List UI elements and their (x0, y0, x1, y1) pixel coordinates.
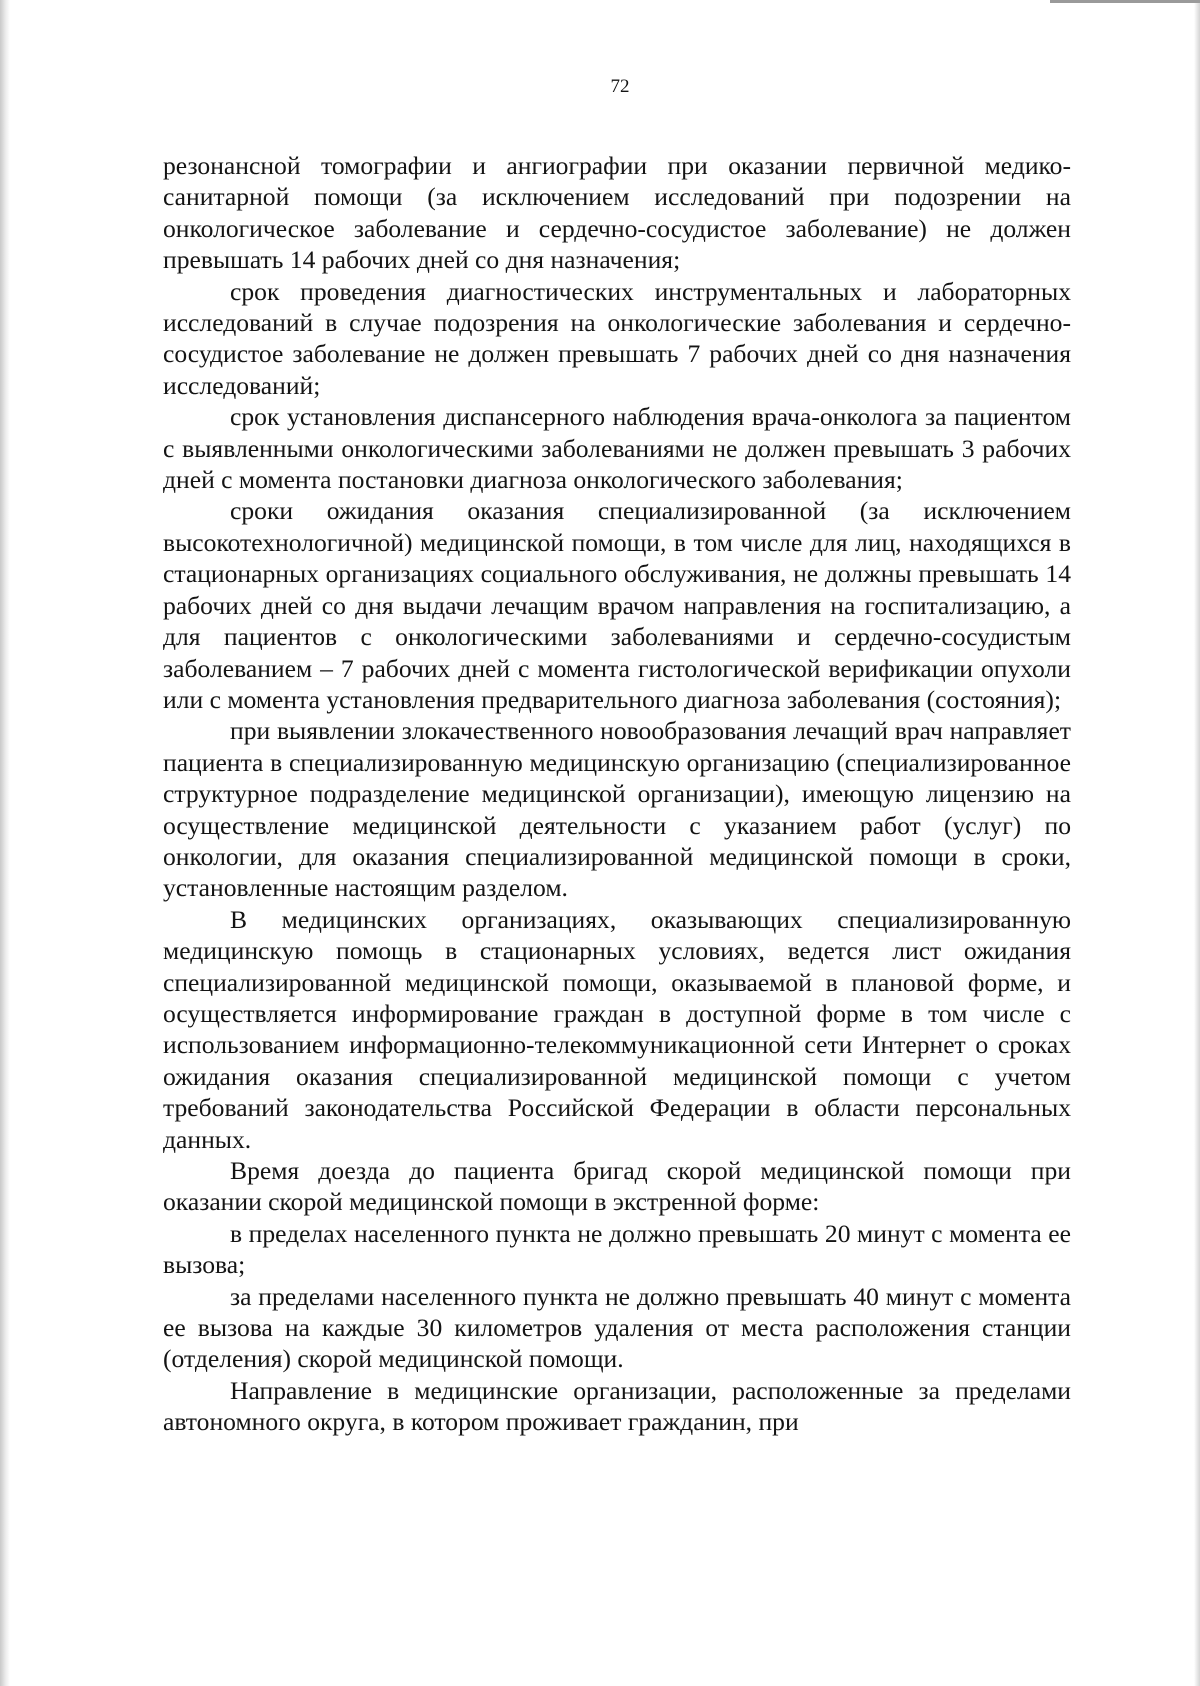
scan-left-edge (0, 0, 10, 1686)
paragraph: В медицинских организациях, оказывающих специализированную медицинскую помощь в стационарных условиях, ведется лист ожидания специализированной медицинской помощи, оказываемой в плановой форме, и осуществляется информирование граждан в доступной форме в том числе с использованием информационно-телекоммуникационной сети Интернет о сроках ожидания оказания специализированной медицинской помощи с учетом требований законодательства Российской Федерации в области персональных данных. (163, 904, 1071, 1154)
paragraph: Время доезда до пациента бригад скорой медицинской помощи при оказании скорой медицинской помощи в экстренной форме: (163, 1156, 1071, 1217)
paragraph: сроки ожидания оказания специализированной (за исключением высокотехнологичной) медицинской помощи, в том числе для лиц, находящихся в стационарных организациях социального обслуживания, не должны превышать 14 рабочих дней со дня выдачи лечащим врачом направления на госпитализацию, а для пациентов с онкологическими заболеваниями и сердечно-сосудистым заболеванием – 7 рабочих дней с момента гистологической верификации опухоли или с момента установления предварительного диагноза заболевания (состояния); (163, 496, 1071, 714)
document-body (163, 150, 1071, 1438)
paragraph: за пределами населенного пункта не должно превышать 40 минут с момента ее вызова на каждые 30 километров удаления от места расположения станции (отделения) скорой медицинской помощи. (163, 1281, 1071, 1374)
paragraph: при выявлении злокачественного новообразования лечащий врач направляет пациента в специализированную медицинскую организацию (специализированное структурное подразделение медицинской организации), имеющую лицензию на осуществление медицинской деятельности с указанием работ (услуг) по онкологии, для оказания специализированной медицинской помощи в сроки, установленные настоящим разделом. (163, 716, 1071, 903)
page-number: 72 (610, 76, 630, 97)
paragraph: срок установления диспансерного наблюдения врача-онколога за пациентом с выявленными онкологическими заболеваниями не должен превышать 3 рабочих дней с момента постановки диагноза онкологического заболевания; (163, 402, 1071, 495)
paragraph: Направление в медицинские организации, расположенные за пределами автономного округа, в котором проживает гражданин, при (163, 1375, 1071, 1437)
paragraph: в пределах населенного пункта не должно превышать 20 минут с момента ее вызова; (163, 1218, 1071, 1280)
scan-right-edge (1194, 0, 1200, 1686)
paragraph: срок проведения диагностических инструментальных и лабораторных исследований в случае подозрения на онкологические заболевания и сердечно-сосудистое заболевание не должен превышать 7 рабочих дней со дня назначения исследований; (163, 276, 1071, 400)
paragraph-continuation: резонансной томографии и ангиографии при оказании первичной медико-санитарной помощи (за исключением исследований при подозрении на онкологическое заболевание и сердечно-сосудистое заболевание) не должен превышать 14 рабочих дней со дня назначения; (163, 151, 1071, 275)
scan-top-edge (1050, 0, 1200, 3)
